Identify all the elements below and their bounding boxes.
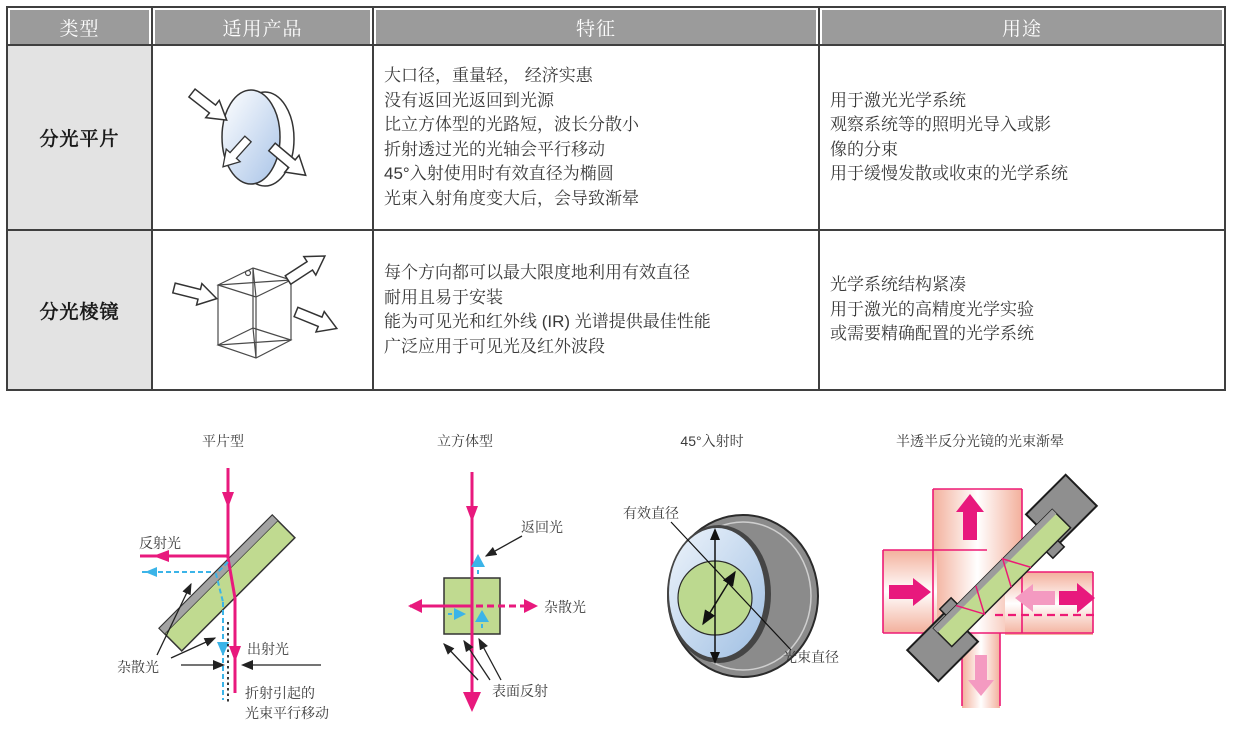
feature-line: 大口径，重量轻， 经济实惠 — [384, 66, 593, 85]
use-line: 用于激光光学系统 — [830, 90, 966, 110]
stray-light-label: 杂散光 — [117, 659, 159, 675]
row-plate-product-cell — [153, 46, 372, 229]
row-cube-uses — [820, 231, 1224, 389]
plate-beamsplitter-icon — [168, 63, 358, 213]
feature-line: 能为可见光和红外线 (IR) 光谱提供最佳性能 — [384, 312, 711, 331]
use-line: 光学系统结构紧凑 — [830, 275, 966, 295]
cube-beamsplitter-icon — [168, 240, 358, 380]
header-type: 类型 — [8, 8, 151, 44]
surface-reflection-label: 表面反射 — [492, 683, 548, 699]
transmitted-arrow-icon — [291, 302, 340, 339]
feature-line: 广泛应用于可见光及红外波段 — [384, 336, 605, 356]
row-cube-features — [374, 231, 818, 389]
feature-line: 45°入射使用时有效直径为椭圆 — [384, 164, 614, 183]
row-cube-product-cell — [153, 231, 372, 389]
use-line: 观察系统等的照明光导入或影 — [830, 115, 1051, 134]
incidence45-diagram — [615, 450, 865, 740]
row-cube-type-label: 分光棱镜 — [8, 231, 151, 389]
return-light-label: 返回光 — [521, 519, 563, 535]
incidence45-diagram-title: 45°入射时 — [680, 433, 744, 449]
use-line: 用于缓慢发散或收束的光学系统 — [830, 164, 1068, 183]
feature-line: 光束入射角度变大后，会导致渐晕 — [384, 188, 639, 208]
shift-caption-line1: 折射引起的 — [245, 685, 315, 701]
cube-wireframe — [218, 268, 291, 358]
use-line: 或需要精确配置的光学系统 — [830, 324, 1034, 344]
cube-diagram-title: 立方体型 — [437, 433, 493, 449]
reflected-arrow-icon — [282, 247, 331, 289]
feature-line: 折射透过光的光轴会平行移动 — [384, 139, 605, 159]
measurement-arrowheads — [213, 660, 253, 670]
header-features: 特征 — [374, 8, 818, 44]
header-uses: 用途 — [820, 8, 1224, 44]
beamsplitter-comparison-table — [6, 6, 1226, 391]
feature-line: 耐用且易于安装 — [384, 287, 503, 307]
beam-diameter-label: 光束直径 — [783, 649, 839, 665]
plate-diagram-title: 平片型 — [202, 433, 244, 449]
lens-face — [222, 90, 280, 184]
header-product: 适用产品 — [153, 8, 372, 44]
use-line: 像的分束 — [830, 139, 898, 159]
reflected-light-label: 反射光 — [139, 535, 181, 551]
vignetting-diagram-title: 半透半反分光镜的光束渐晕 — [896, 433, 1064, 449]
feature-line: 每个方向都可以最大限度地利用有效直径 — [384, 263, 690, 282]
shift-caption-line2: 光束平行移动 — [245, 705, 329, 721]
exit-light-label: 出射光 — [247, 641, 289, 657]
feature-line: 没有返回光返回到光源 — [384, 90, 554, 110]
vignetting-diagram — [855, 450, 1155, 740]
cube-type-diagram — [380, 450, 620, 740]
incident-arrow-icon — [171, 277, 219, 309]
effective-diameter-label: 有效直径 — [623, 505, 679, 521]
row-plate-uses — [820, 46, 1224, 229]
plate-type-diagram — [95, 450, 380, 740]
stray-light-label: 杂散光 — [544, 599, 586, 615]
row-plate-type-label: 分光平片 — [8, 46, 151, 229]
feature-line: 比立方体型的光路短，波长分散小 — [384, 115, 639, 134]
row-plate-features — [374, 46, 818, 229]
use-line: 用于激光的高精度光学实验 — [830, 299, 1034, 319]
